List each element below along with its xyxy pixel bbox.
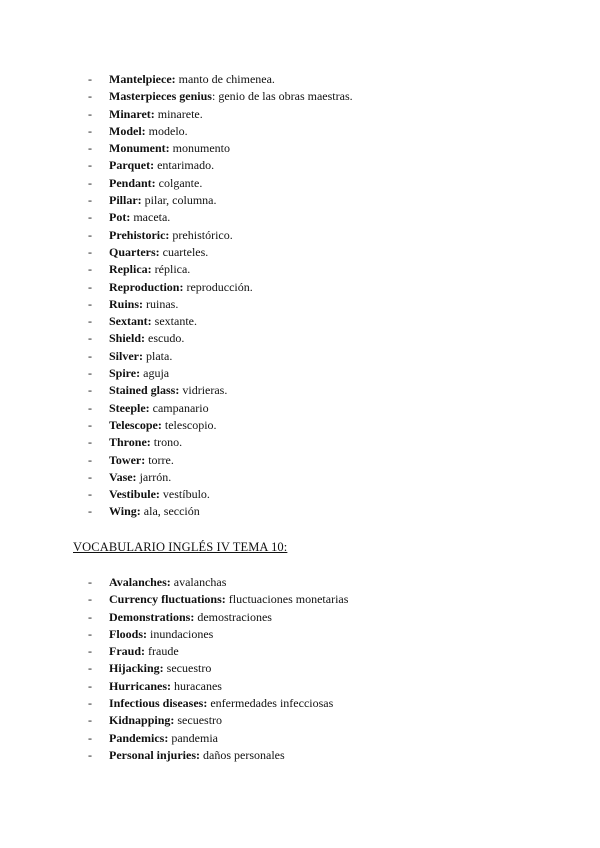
vocab-term: Replica: <box>109 262 152 277</box>
vocab-definition: sextante. <box>151 314 197 329</box>
vocab-term: Hurricanes: <box>109 678 171 693</box>
vocab-term: Pillar: <box>109 193 142 208</box>
vocab-item <box>88 157 353 174</box>
vocab-term: Fraud: <box>109 644 145 659</box>
vocab-term: Stained glass: <box>109 383 180 398</box>
vocab-definition: reproducción. <box>183 279 253 294</box>
vocab-item <box>88 313 353 330</box>
bullet-dash: - <box>88 262 92 277</box>
bullet-dash: - <box>88 89 92 104</box>
vocab-term: Monument: <box>109 141 170 156</box>
bullet-dash: - <box>88 644 92 659</box>
vocab-term: Currency fluctuations: <box>109 592 226 607</box>
vocab-item <box>88 330 353 347</box>
bullet-dash: - <box>88 227 92 242</box>
bullet-dash: - <box>88 626 92 641</box>
vocab-item <box>88 730 348 747</box>
vocab-term: Steeple: <box>109 400 150 415</box>
vocab-item <box>88 123 353 140</box>
vocab-definition: fluctuaciones monetarias <box>225 592 349 607</box>
bullet-dash: - <box>88 696 92 711</box>
vocab-item <box>88 348 353 365</box>
vocab-definition: prehistórico. <box>169 227 233 242</box>
bullet-dash: - <box>88 747 92 762</box>
vocab-term: Sextant: <box>109 314 152 329</box>
vocab-item <box>88 643 348 660</box>
vocab-term: Throne: <box>109 435 151 450</box>
vocab-term: Vestibule: <box>109 487 160 502</box>
vocab-definition: inundaciones <box>147 626 214 641</box>
vocab-definition: vestíbulo. <box>159 487 210 502</box>
vocab-definition: maceta. <box>130 210 171 225</box>
vocab-item <box>88 192 353 209</box>
vocab-term: Parquet: <box>109 158 155 173</box>
vocab-definition: minarete. <box>154 106 203 121</box>
bullet-dash: - <box>88 314 92 329</box>
vocabulary-list-2 <box>88 574 348 764</box>
bullet-dash: - <box>88 193 92 208</box>
bullet-dash: - <box>88 123 92 138</box>
vocab-item <box>88 452 353 469</box>
vocab-definition: pandemia <box>168 730 218 745</box>
bullet-dash: - <box>88 348 92 363</box>
vocab-definition: jarrón. <box>136 469 172 484</box>
vocab-item <box>88 609 348 626</box>
vocab-definition: secuestro <box>174 713 223 728</box>
bullet-dash: - <box>88 435 92 450</box>
vocab-term: Spire: <box>109 366 141 381</box>
vocab-item <box>88 365 353 382</box>
vocab-term: Hijacking: <box>109 661 164 676</box>
vocab-term: Prehistoric: <box>109 227 170 242</box>
bullet-dash: - <box>88 609 92 624</box>
bullet-dash: - <box>88 504 92 519</box>
vocab-item <box>88 88 353 105</box>
vocab-term: Minaret: <box>109 106 155 121</box>
vocab-item <box>88 712 348 729</box>
vocab-definition: huracanes <box>171 678 222 693</box>
vocab-definition: daños personales <box>200 747 285 762</box>
vocab-term: Wing: <box>109 504 141 519</box>
bullet-dash: - <box>88 366 92 381</box>
vocab-definition: fraude <box>145 644 179 659</box>
vocab-definition: avalanchas <box>170 575 227 589</box>
vocab-term: Model: <box>109 123 146 138</box>
bullet-dash: - <box>88 244 92 259</box>
vocab-definition: pilar, columna. <box>141 193 217 208</box>
bullet-dash: - <box>88 141 92 156</box>
vocab-definition: cuarteles. <box>159 244 209 259</box>
vocab-term: Infectious diseases: <box>109 696 208 711</box>
vocab-item <box>88 400 353 417</box>
vocab-definition: torre. <box>145 452 174 467</box>
bullet-dash: - <box>88 452 92 467</box>
vocab-term: Personal injuries: <box>109 747 200 762</box>
vocab-term: Pot: <box>109 210 131 225</box>
bullet-dash: - <box>88 417 92 432</box>
vocab-item <box>88 747 348 764</box>
vocab-item <box>88 209 353 226</box>
vocab-item <box>88 678 348 695</box>
vocab-term: Demonstrations: <box>109 609 195 624</box>
vocab-item <box>88 71 353 88</box>
vocab-term: Floods: <box>109 626 148 641</box>
vocab-term: Telescope: <box>109 417 162 432</box>
bullet-dash: - <box>88 72 92 86</box>
vocab-definition: plata. <box>143 348 173 363</box>
vocab-item <box>88 175 353 192</box>
bullet-dash: - <box>88 158 92 173</box>
vocab-definition: colgante. <box>155 175 203 190</box>
vocab-definition: telescopio. <box>161 417 217 432</box>
vocab-item <box>88 244 353 261</box>
vocab-item <box>88 434 353 451</box>
bullet-dash: - <box>88 661 92 676</box>
vocab-definition: manto de chimenea. <box>175 72 275 86</box>
vocab-term: Tower: <box>109 452 146 467</box>
bullet-dash: - <box>88 175 92 190</box>
vocab-term: Ruins: <box>109 296 144 311</box>
vocab-term: Shield: <box>109 331 146 346</box>
bullet-dash: - <box>88 592 92 607</box>
vocab-definition: modelo. <box>145 123 188 138</box>
vocab-definition: réplica. <box>151 262 191 277</box>
vocab-item <box>88 296 353 313</box>
vocab-definition: entarimado. <box>154 158 215 173</box>
vocabulary-list-1 <box>88 71 353 521</box>
bullet-dash: - <box>88 296 92 311</box>
vocab-definition: vidrieras. <box>179 383 228 398</box>
vocab-item <box>88 503 353 520</box>
vocab-definition: campanario <box>149 400 209 415</box>
vocab-term: Mantelpiece: <box>109 72 176 86</box>
vocab-definition: ala, sección <box>140 504 200 519</box>
vocab-term: Quarters: <box>109 244 160 259</box>
bullet-dash: - <box>88 331 92 346</box>
bullet-dash: - <box>88 730 92 745</box>
vocab-definition: secuestro <box>163 661 212 676</box>
bullet-dash: - <box>88 575 92 589</box>
vocab-item <box>88 626 348 643</box>
vocab-definition: trono. <box>150 435 183 450</box>
vocab-term: Kidnapping: <box>109 713 175 728</box>
vocab-item <box>88 695 348 712</box>
vocab-item <box>88 106 353 123</box>
vocab-item <box>88 591 348 608</box>
vocab-item <box>88 469 353 486</box>
bullet-dash: - <box>88 210 92 225</box>
section-heading: VOCABULARIO INGLÉS IV TEMA 10: <box>73 540 288 554</box>
bullet-dash: - <box>88 469 92 484</box>
vocab-term: Vase: <box>109 469 137 484</box>
vocab-term: Avalanches: <box>109 575 171 589</box>
vocab-definition: aguja <box>140 366 170 381</box>
bullet-dash: - <box>88 279 92 294</box>
vocab-term: Reproduction: <box>109 279 184 294</box>
vocab-item <box>88 486 353 503</box>
vocab-term: Pandemics: <box>109 730 169 745</box>
vocab-definition: demostraciones <box>194 609 272 624</box>
vocab-term: Pendant: <box>109 175 156 190</box>
vocab-definition: ruinas. <box>143 296 179 311</box>
vocab-item <box>88 417 353 434</box>
vocab-item <box>88 261 353 278</box>
vocab-item <box>88 574 348 591</box>
vocab-definition: enfermedades infecciosas <box>207 696 334 711</box>
vocab-item <box>88 382 353 399</box>
vocab-term: Silver: <box>109 348 143 363</box>
bullet-dash: - <box>88 487 92 502</box>
vocab-item <box>88 227 353 244</box>
vocab-definition: : genio de las obras maestras. <box>211 89 353 104</box>
bullet-dash: - <box>88 678 92 693</box>
vocab-term: Masterpieces genius <box>109 89 212 104</box>
bullet-dash: - <box>88 106 92 121</box>
bullet-dash: - <box>88 400 92 415</box>
bullet-dash: - <box>88 713 92 728</box>
vocab-item <box>88 660 348 677</box>
vocab-definition: monumento <box>169 141 230 156</box>
vocab-definition: escudo. <box>145 331 185 346</box>
bullet-dash: - <box>88 383 92 398</box>
vocab-item <box>88 279 353 296</box>
vocab-item <box>88 140 353 157</box>
